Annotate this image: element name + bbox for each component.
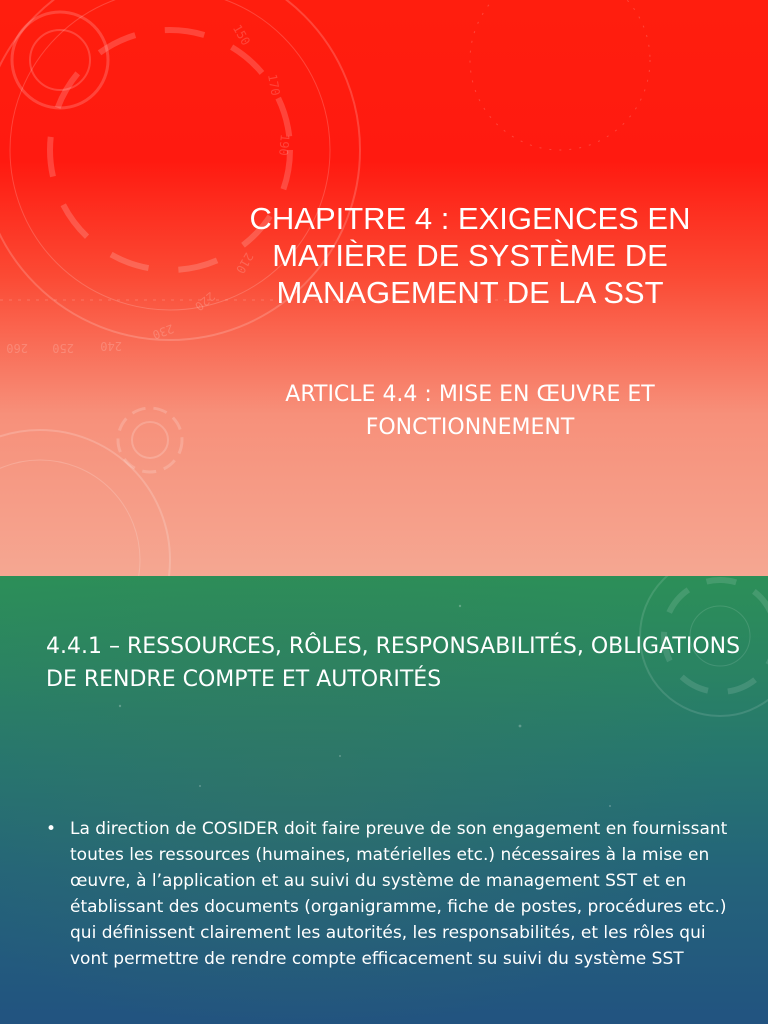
sparkle-dot (199, 785, 201, 787)
bullet-list (46, 816, 746, 972)
corner-arc-inner (0, 460, 140, 576)
sparkle-dot (609, 805, 611, 807)
dial-number: 190 (276, 133, 293, 157)
dial-number: 150 (229, 22, 253, 48)
dial-number: 250 (52, 341, 74, 355)
dial-number: 220 (192, 288, 218, 314)
bullet-text: La direction de COSIDER doit faire preuve de son engagement en fournissant toutes les ressources (humaines, matérielles etc.) nécessaires à la mise en œuvre, à l’application et au suivi du système de management SST et en établissant des documents (organigramme, fiche de postes, procédures etc.) qui définissent clairement les autorités, les responsabilités, et les rôles qui vont permettre de rendre compte efficacement su suivi du système SST (70, 819, 728, 969)
lower-gear-ring (118, 408, 182, 472)
sparkle-dot (119, 705, 121, 707)
list-item (46, 816, 746, 972)
corner-arc (0, 430, 170, 576)
small-gear-ring (12, 12, 108, 108)
sparkle-dot (459, 605, 461, 607)
bullet-icon: • (46, 819, 57, 839)
dial-number: 170 (265, 72, 283, 97)
dial-number: 240 (100, 339, 122, 353)
dial-number: 260 (6, 341, 28, 355)
sparkle-dot (339, 755, 341, 757)
lower-gear-core (132, 422, 168, 458)
sparkle-dot (519, 725, 522, 728)
top-right-ticks (470, 0, 650, 150)
content-slide (0, 576, 768, 1024)
dial-number: 210 (233, 250, 257, 276)
dial-number: 230 (150, 321, 176, 342)
slide-subtitle: ARTICLE 4.4 : MISE EN ŒUVRE ET FONCTIONNEMENT (285, 382, 655, 440)
slide-title: CHAPITRE 4 : EXIGENCES EN MATIÈRE DE SYSTÈME DE MANAGEMENT DE LA SST (249, 201, 691, 310)
small-gear-core (30, 30, 90, 90)
section-heading: 4.4.1 – RESSOURCES, RÔLES, RESPONSABILITÉS, OBLIGATIONS DE RENDRE COMPTE ET AUTORITÉS (46, 634, 741, 692)
